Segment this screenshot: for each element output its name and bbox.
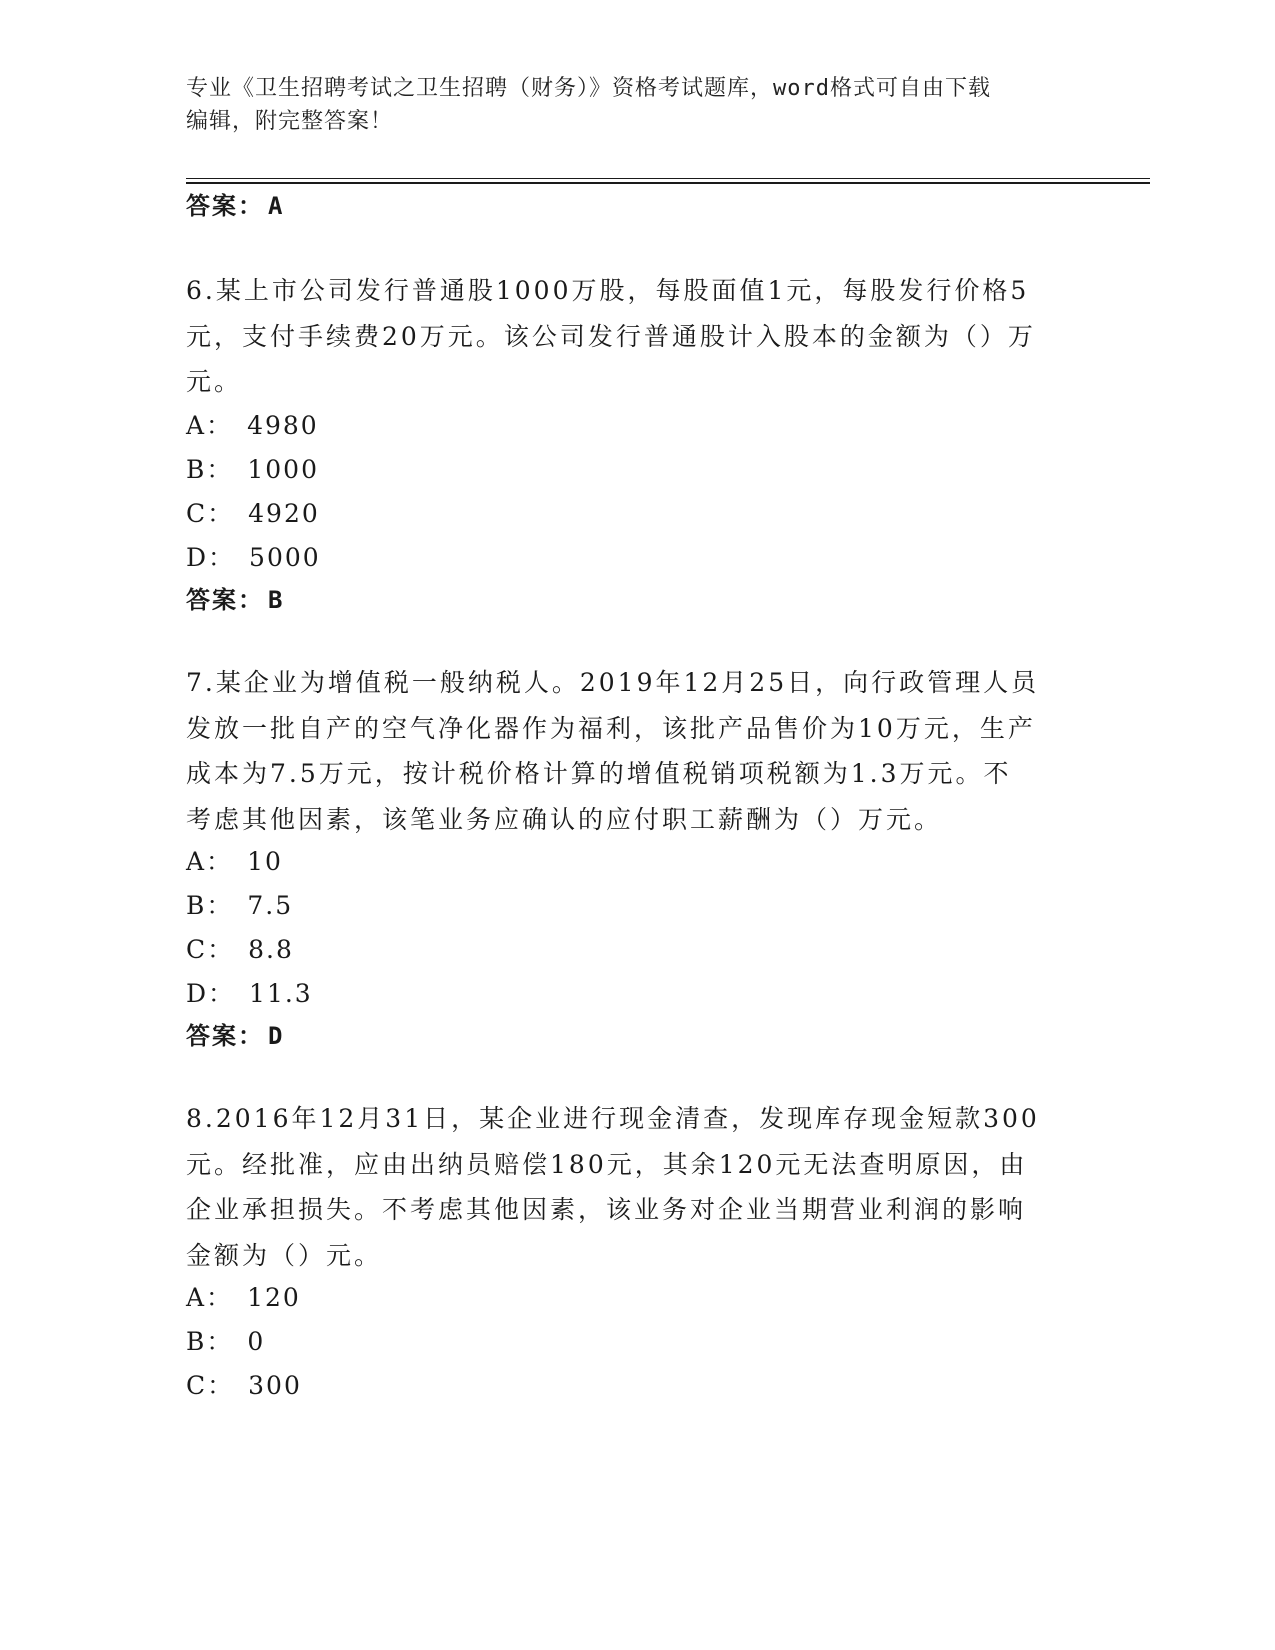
question-line: 元，支付手续费20万元。该公司发行普通股计入股本的金额为（）万 <box>186 321 1036 351</box>
answer-value: A <box>268 192 285 220</box>
question-line: 考虑其他因素，该笔业务应确认的应付职工薪酬为（）万元。 <box>186 804 943 834</box>
option-value: 8.8 <box>248 935 294 964</box>
answer-label: 答案： <box>186 586 264 614</box>
question-line: 发放一批自产的空气净化器作为福利，该批产品售价为10万元，生产 <box>186 713 1036 743</box>
answer-label: 答案： <box>186 192 264 220</box>
question-line: 企业承担损失。不考虑其他因素，该业务对企业当期营业利润的影响 <box>186 1195 1027 1224</box>
question-6-option-a <box>186 406 319 442</box>
option-value: 11.3 <box>249 979 313 1008</box>
option-value: 1000 <box>247 455 319 484</box>
option-key: B： <box>186 455 234 484</box>
question-6-option-c <box>186 494 320 530</box>
question-7-option-a <box>186 842 283 878</box>
option-key: C： <box>186 499 235 528</box>
header-line-2: 编辑，附完整答案！ <box>186 109 394 134</box>
answer-prev <box>186 186 284 221</box>
option-value: 0 <box>247 1327 266 1356</box>
option-key: A： <box>186 1283 234 1312</box>
question-6-option-d <box>186 538 321 574</box>
option-key: C： <box>186 1371 235 1400</box>
answer-value: D <box>268 1022 285 1050</box>
question-7-text <box>186 660 1066 842</box>
question-line: 元。 <box>186 367 243 396</box>
option-key: C： <box>186 935 235 964</box>
question-line: 6.某上市公司发行普通股1000万股，每股面值1元，每股发行价格5 <box>186 276 1030 305</box>
header-line-1: 专业《卫生招聘考试之卫生招聘（财务）》资格考试题库，word格式可自由下载 <box>186 76 991 101</box>
option-key: D： <box>186 979 236 1008</box>
option-value: 300 <box>248 1371 302 1400</box>
question-line: 金额为（）元。 <box>186 1240 383 1270</box>
option-key: B： <box>186 1327 234 1356</box>
answer-value: B <box>268 586 285 614</box>
option-value: 7.5 <box>247 891 294 920</box>
question-line: 8.2016年12月31日，某企业进行现金清查，发现库存现金短款300 <box>186 1104 1040 1133</box>
option-key: A： <box>186 411 234 440</box>
option-key: A： <box>186 847 234 876</box>
question-8-option-b <box>186 1322 265 1358</box>
question-8-option-a <box>186 1278 301 1314</box>
question-8-option-c <box>186 1366 302 1402</box>
question-line: 7.某企业为增值税一般纳税人。2019年12月25日，向行政管理人员 <box>186 668 1040 697</box>
answer-label: 答案： <box>186 1022 264 1050</box>
option-key: B： <box>186 891 234 920</box>
question-6-option-b <box>186 450 319 486</box>
header-rule-thin <box>186 178 1150 179</box>
question-6-text <box>186 268 1066 405</box>
answer-q6 <box>186 580 284 615</box>
option-value: 120 <box>247 1283 301 1312</box>
question-line: 成本为7.5万元，按计税价格计算的增值税销项税额为1.3万元。不 <box>186 759 1012 788</box>
document-header <box>186 72 1086 138</box>
question-7-option-b <box>186 886 293 922</box>
option-value: 10 <box>247 847 283 876</box>
answer-q7 <box>186 1016 284 1051</box>
option-key: D： <box>186 543 236 572</box>
option-value: 5000 <box>249 543 321 572</box>
option-value: 4920 <box>248 499 320 528</box>
question-7-option-d <box>186 974 313 1010</box>
question-7-option-c <box>186 930 294 966</box>
header-rule-thick <box>186 182 1150 184</box>
question-line: 元。经批准，应由出纳员赔偿180元，其余120元无法查明原因，由 <box>186 1149 1028 1179</box>
question-8-text <box>186 1096 1066 1278</box>
option-value: 4980 <box>247 411 319 440</box>
